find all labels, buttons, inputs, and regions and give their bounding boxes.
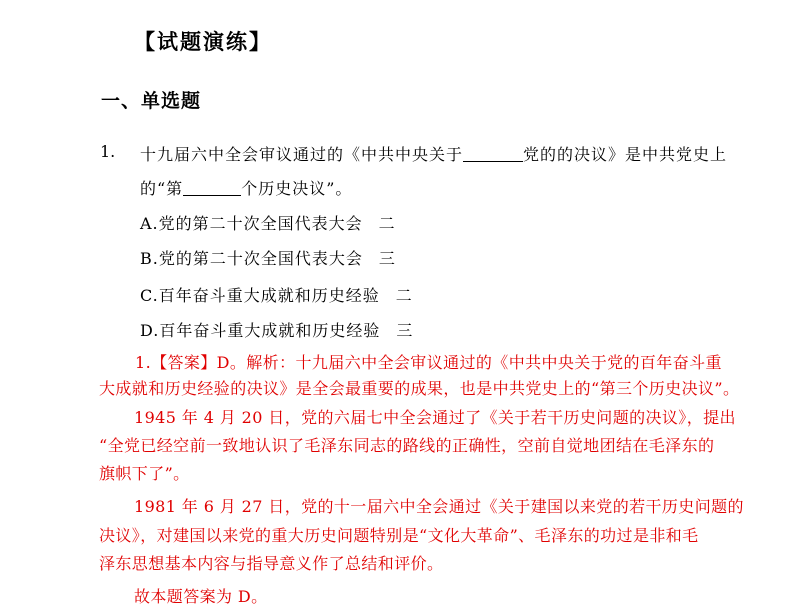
question-text-part: 党的的决议》是中共党史上 [523,145,728,164]
option-text: A.党的第二十次全国代表大会 [140,214,363,233]
section-title: 【试题演练】 [134,30,272,54]
option-b [140,246,396,269]
option-key: 二 [378,214,396,233]
sub-title: 一、单选题 [101,90,202,112]
option-c [140,283,413,306]
answer-line: 1981 年 6 月 27 日，党的十一届六中全会通过《关于建国以来党的若干历史问题的 [134,497,744,516]
answer-line: 旗帜下了”。 [99,464,190,483]
answer-line: 1945 年 4 月 20 日，党的六届七中全会通过了《关于若干历史问题的决议》，提出 [134,408,736,427]
answer-line: 1.【答案】D。解析：十九届六中全会审议通过的《中共中央关于党的百年奋斗重 [135,353,722,372]
option-text: C.百年奋斗重大成就和历史经验 [140,286,380,305]
option-key: 二 [395,286,413,305]
question-line-2 [140,176,352,199]
question-text-part: 个历史决议”。 [241,179,353,198]
option-text: D.百年奋斗重大成就和历史经验 [140,321,381,340]
option-a [140,211,396,234]
option-text: B.党的第二十次全国代表大会 [140,249,363,268]
answer-line: 决议》，对建国以来党的重大历史问题特别是“文化大革命”、毛泽东的功过是非和毛 [99,526,699,545]
answer-blank [463,145,523,162]
question-number: 1. [100,142,116,161]
question-text-part: 十九届六中全会审议通过的《中共中央关于 [140,145,464,164]
option-key: 三 [378,249,396,268]
answer-line: 泽东思想基本内容与指导意义作了总结和评价。 [99,554,444,573]
option-key: 三 [396,321,414,340]
answer-line: 故本题答案为 D。 [134,587,268,606]
answer-blank [183,179,241,196]
option-d [140,318,413,341]
question-line-1 [140,142,727,165]
answer-line: 大成就和历史经验的决议》是全会最重要的成果，也是中共党史上的“第三个历史决议”。 [99,379,740,398]
question-text-part: 的“第 [140,179,184,198]
answer-line: “全党已经空前一致地认识了毛泽东同志的路线的正确性，空前自觉地团结在毛泽东的 [99,436,715,455]
